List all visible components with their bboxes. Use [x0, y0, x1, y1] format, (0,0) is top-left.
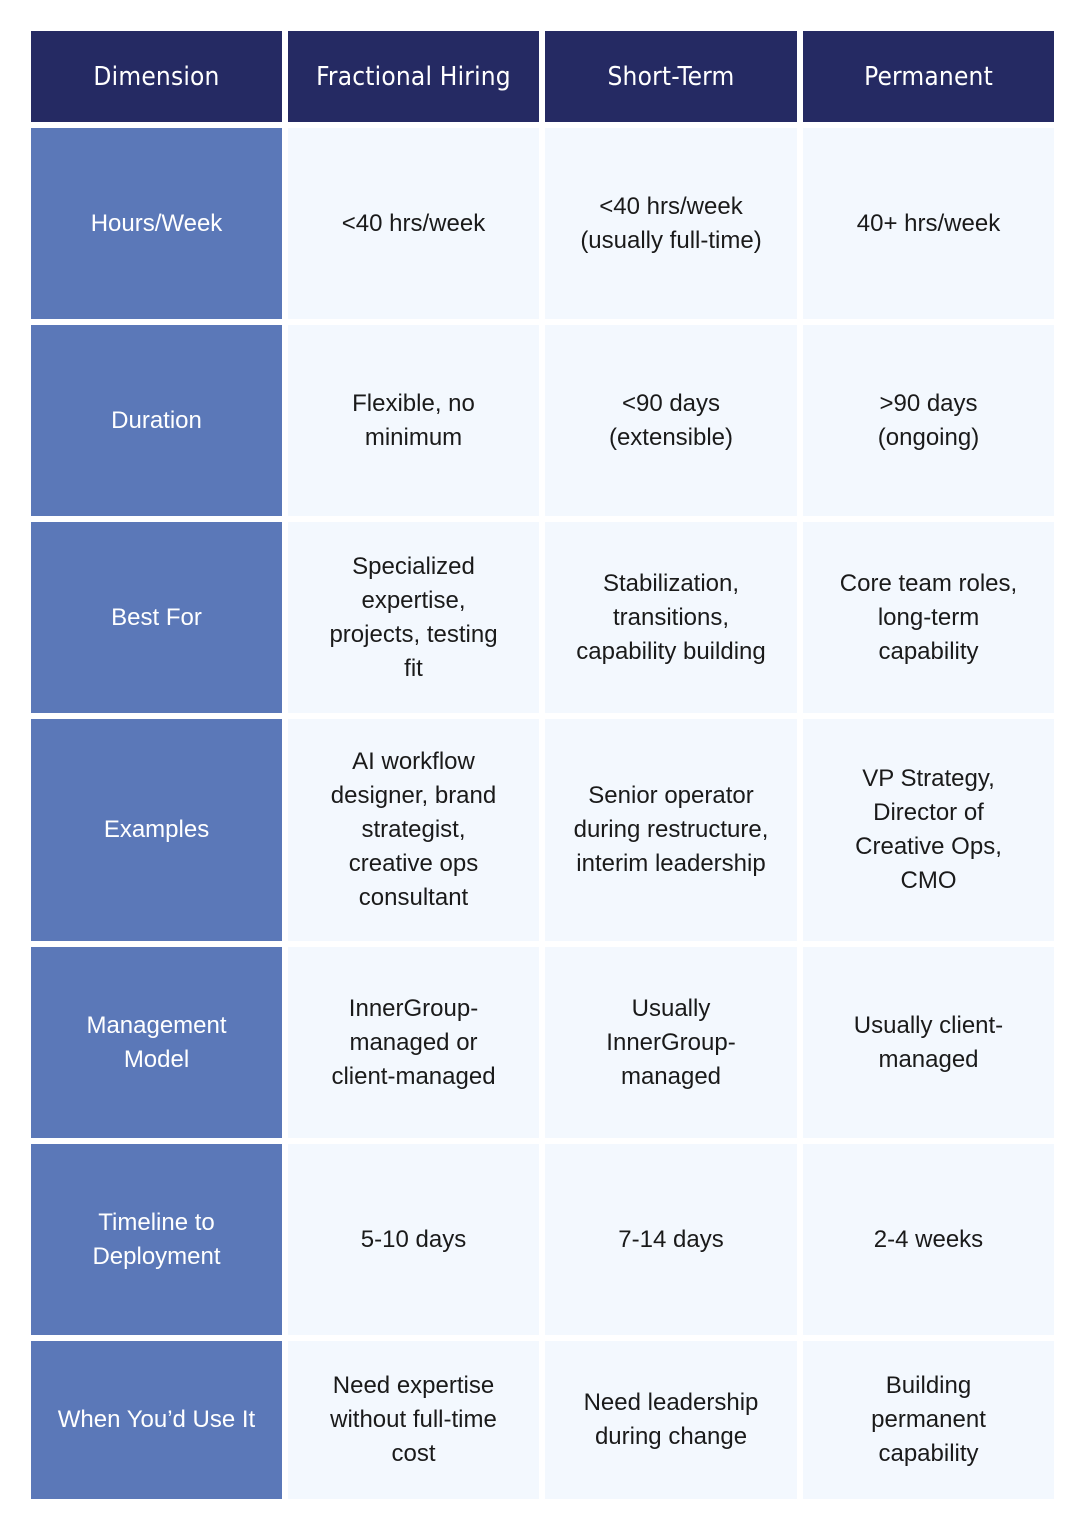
row-label-best-for: Best For [31, 522, 282, 713]
cell-text: Core team roles, long-term capability [839, 569, 1018, 665]
cell-text: >90 days (ongoing) [877, 389, 980, 451]
cell-management-permanent [803, 947, 1054, 1138]
header-dimension: Dimension [31, 31, 282, 122]
cell-text: Need leadership during change [583, 1389, 759, 1450]
cell-text: InnerGroup-managed or client-managed [331, 994, 496, 1090]
cell-text: AI workflow designer, brand strategist, creative ops consultant [330, 748, 497, 911]
cell-examples-short-term [545, 719, 797, 941]
row-label-hours-week: Hours/Week [31, 128, 282, 319]
cell-timeline-permanent [803, 1144, 1054, 1335]
cell-timeline-fractional [288, 1144, 539, 1335]
cell-text: <90 days (extensible) [608, 389, 734, 451]
cell-hours-fractional [288, 128, 539, 319]
cell-best-for-short-term [545, 522, 797, 713]
cell-examples-fractional [288, 719, 539, 941]
header-fractional-hiring: Fractional Hiring [288, 31, 539, 122]
cell-text: Usually InnerGroup-managed [606, 994, 736, 1090]
row-label-when-youd-use-it: When You’d Use It [31, 1341, 282, 1499]
cell-use-short-term [545, 1341, 797, 1499]
cell-duration-permanent [803, 325, 1054, 516]
cell-examples-permanent [803, 719, 1054, 941]
cell-duration-short-term [545, 325, 797, 516]
cell-use-fractional [288, 1341, 539, 1499]
cell-text: 5-10 days [360, 1225, 467, 1253]
row-label-examples: Examples [31, 719, 282, 941]
row-label-duration: Duration [31, 325, 282, 516]
cell-text: Specialized expertise, projects, testing fit [329, 552, 498, 682]
cell-best-for-permanent [803, 522, 1054, 713]
row-label-timeline: Timeline to Deployment [31, 1144, 282, 1335]
cell-management-fractional [288, 947, 539, 1138]
cell-management-short-term [545, 947, 797, 1138]
comparison-table [31, 31, 1055, 1499]
cell-best-for-fractional [288, 522, 539, 713]
cell-text: 40+ hrs/week [856, 209, 1001, 237]
cell-text: VP Strategy, Director of Creative Ops, CMO [855, 765, 1002, 894]
cell-text: Flexible, no minimum [352, 389, 475, 451]
cell-text: <40 hrs/week (usually full-time) [580, 192, 762, 254]
cell-text: Building permanent capability [871, 1372, 986, 1467]
header-permanent: Permanent [803, 31, 1054, 122]
cell-text: Senior operator during restructure, interim leadership [573, 782, 769, 877]
cell-text: Usually client-managed [853, 1011, 1004, 1073]
header-short-term: Short-Term [545, 31, 797, 122]
cell-hours-permanent [803, 128, 1054, 319]
cell-timeline-short-term [545, 1144, 797, 1335]
cell-text: Need expertise without full-time cost [330, 1372, 497, 1467]
cell-text: Stabilization, transitions, capability building [576, 569, 766, 665]
cell-use-permanent [803, 1341, 1054, 1499]
cell-text: 2-4 weeks [873, 1225, 984, 1253]
cell-duration-fractional [288, 325, 539, 516]
row-label-management-model: Management Model [31, 947, 282, 1138]
cell-text: <40 hrs/week [341, 209, 486, 237]
cell-hours-short-term [545, 128, 797, 319]
cell-text: 7-14 days [618, 1225, 724, 1253]
